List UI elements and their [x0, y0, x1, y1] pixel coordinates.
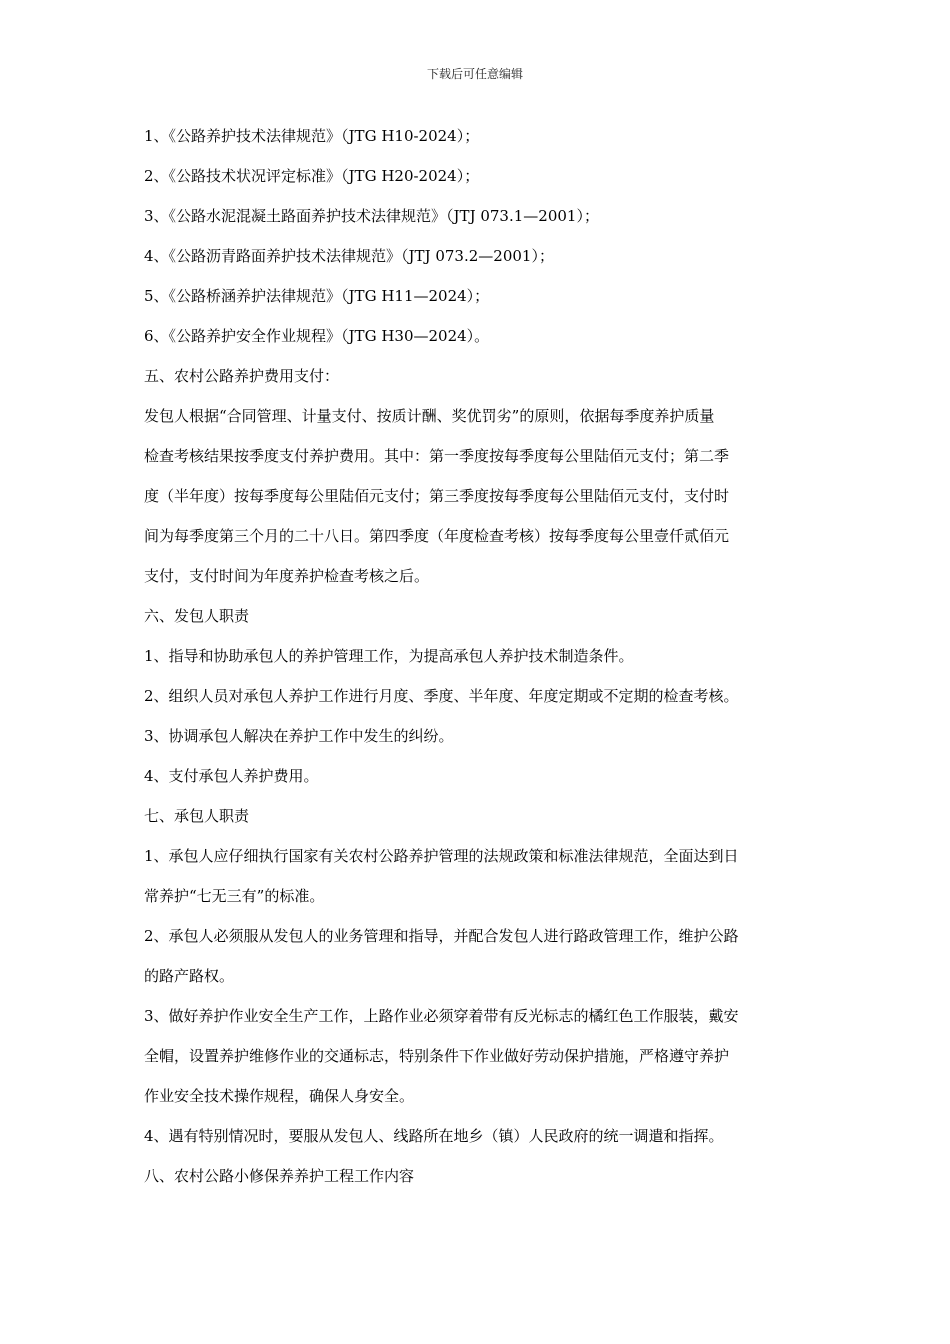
paragraph-line: 检查考核结果按季度支付养护费用。其中：第一季度按每季度每公里陆佰元支付；第二季 — [144, 447, 730, 465]
list-item-standard-3: 3、《公路水泥混凝土路面养护技术法律规范》（JTJ 073.1—2001）； — [144, 207, 599, 225]
list-item-standard-2: 2、《公路技术状况评定标准》（JTG H20-2024）； — [144, 167, 480, 185]
list-item-standard-4: 4、《公路沥青路面养护技术法律规范》（JTJ 073.2—2001）； — [144, 247, 554, 265]
list-item-continuation: 的路产路权。 — [144, 967, 235, 985]
list-item: 1、承包人应仔细执行国家有关农村公路养护管理的法规政策和标准法律规范，全面达到日 — [144, 847, 739, 865]
list-item: 2、组织人员对承包人养护工作进行月度、季度、半年度、年度定期或不定期的检查考核。 — [144, 687, 739, 705]
list-item: 3、做好养护作业安全生产工作，上路作业必须穿着带有反光标志的橘红色工作服装，戴安 — [144, 1007, 739, 1025]
list-item: 2、承包人必须服从发包人的业务管理和指导，并配合发包人进行路政管理工作，维护公路 — [144, 927, 739, 945]
section-heading-6: 六、发包人职责 — [144, 607, 250, 625]
page-header-note: 下载后可任意编辑 — [426, 67, 523, 81]
list-item-standard-1: 1、《公路养护技术法律规范》（JTG H10-2024）； — [144, 127, 480, 145]
document-body — [144, 116, 814, 1196]
list-item: 3、协调承包人解决在养护工作中发生的纠纷。 — [144, 727, 454, 745]
section-heading-5: 五、农村公路养护费用支付： — [144, 367, 340, 385]
paragraph-line: 间为每季度第三个月的二十八日。第四季度（年度检查考核）按每季度每公里壹仟贰佰元 — [144, 527, 730, 545]
paragraph-line: 度（半年度）按每季度每公里陆佰元支付；第三季度按每季度每公里陆佰元支付，支付时 — [144, 487, 730, 505]
list-item-continuation: 常养护“七无三有”的标准。 — [144, 887, 325, 905]
section-heading-8: 八、农村公路小修保养养护工程工作内容 — [144, 1167, 415, 1185]
list-item: 4、支付承包人养护费用。 — [144, 767, 319, 785]
list-item-continuation: 作业安全技术操作规程，确保人身安全。 — [144, 1087, 415, 1105]
paragraph-line: 支付，支付时间为年度养护检查考核之后。 — [144, 567, 430, 585]
list-item-continuation: 全帽，设置养护维修作业的交通标志，特别条件下作业做好劳动保护措施，严格遵守养护 — [144, 1047, 730, 1065]
list-item-standard-6: 6、《公路养护安全作业规程》（JTG H30—2024）。 — [144, 327, 490, 345]
section-heading-7: 七、承包人职责 — [144, 807, 250, 825]
list-item-standard-5: 5、《公路桥涵养护法律规范》（JTG H11—2024）； — [144, 287, 490, 305]
paragraph-line: 发包人根据“合同管理、计量支付、按质计酬、奖优罚劣”的原则，依据每季度养护质量 — [144, 407, 715, 425]
list-item: 4、遇有特别情况时，要服从发包人、线路所在地乡（镇）人民政府的统一调遣和指挥。 — [144, 1127, 724, 1145]
list-item: 1、指导和协助承包人的养护管理工作，为提高承包人养护技术制造条件。 — [144, 647, 634, 665]
